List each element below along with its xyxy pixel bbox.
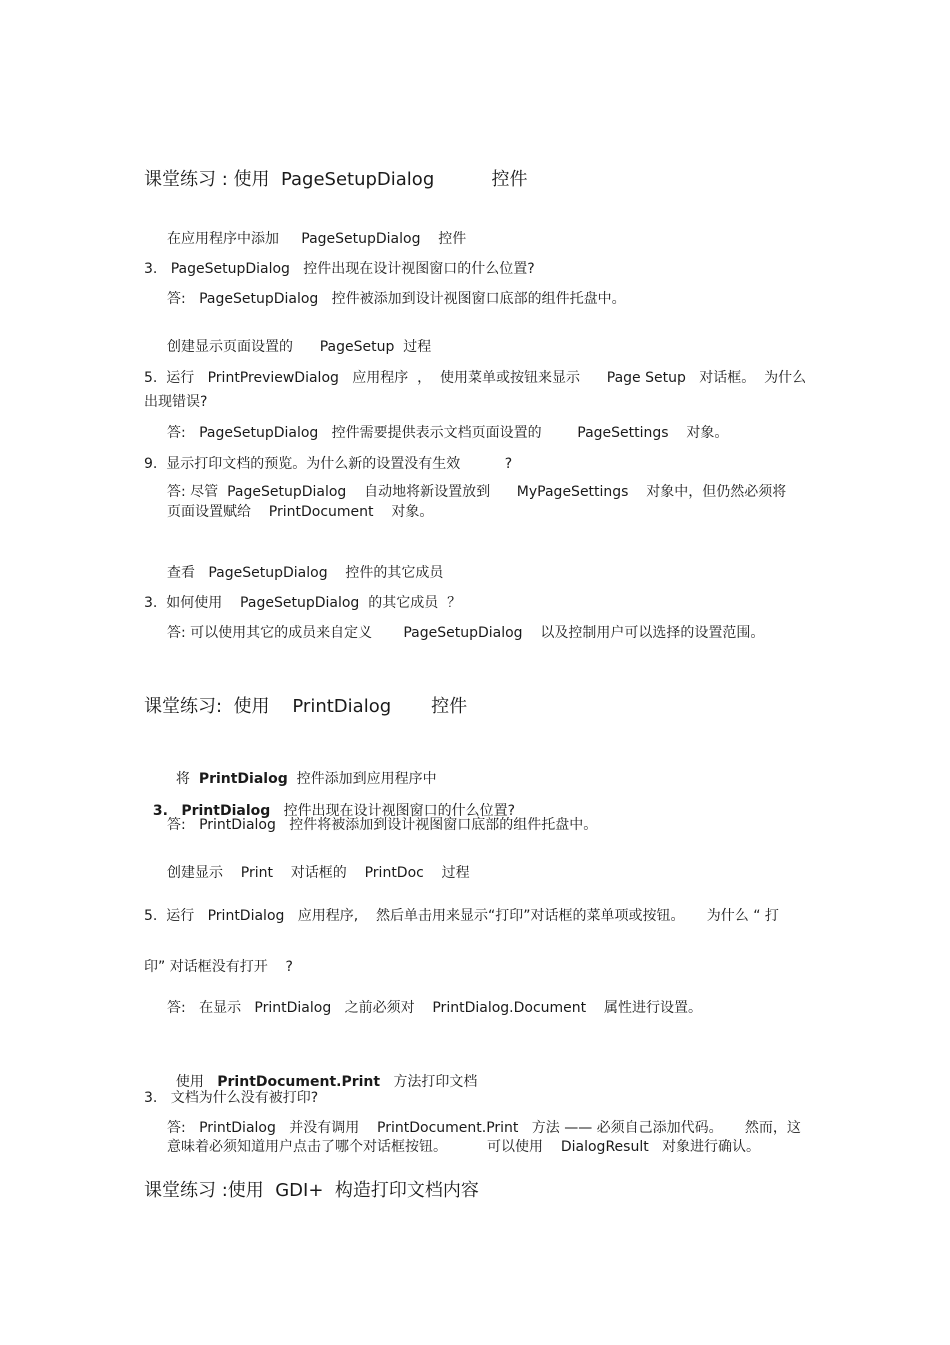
question-9-preview: 9. 显示打印文档的预览。为什么新的设置没有生效 ? bbox=[144, 456, 513, 472]
subheading-add-printdialog bbox=[167, 758, 437, 786]
answer-dialogresult-line2: 意味着必须知道用户点击了哪个对话框按钮。 可以使用 DialogResult 对象进行确认。 bbox=[167, 1139, 761, 1155]
answer-customize: 答: 可以使用其它的成员来自定义 PageSetupDialog 以及控制用户可以选择的设置范围。 bbox=[167, 625, 765, 641]
subheading-create-pagesetup: 创建显示页面设置的 PageSetup 过程 bbox=[167, 339, 432, 355]
answer-component-tray: 答: PageSetupDialog 控件被添加到设计视图窗口底部的组件托盘中。 bbox=[167, 291, 626, 307]
subheading-create-printdoc: 创建显示 Print 对话框的 PrintDoc 过程 bbox=[167, 865, 470, 881]
section-title-printdialog: 课堂练习: 使用 PrintDialog 控件 bbox=[144, 696, 468, 717]
answer-dialogresult-line1: 答: PrintDialog 并没有调用 PrintDocument.Print 方法 —— 必须自己添加代码。 然而，这 bbox=[167, 1120, 801, 1136]
method-rest: 方法打印文档 bbox=[393, 1074, 478, 1090]
question-3-not-printed: 3. 文档为什么没有被打印? bbox=[144, 1090, 319, 1106]
print-method-term: PrintDocument.Print bbox=[217, 1074, 381, 1090]
question-3-printdialog-location bbox=[144, 790, 515, 818]
subheading-add-pagesetupdialog: 在应用程序中添加 PageSetupDialog 控件 bbox=[167, 231, 467, 247]
question-number: 3. bbox=[152, 803, 168, 819]
answer-document-property: 答: 在显示 PrintDialog 之前必须对 PrintDialog.Document 属性进行设置。 bbox=[167, 1000, 702, 1016]
question-5-print-line2: 印” 对话框没有打开 ? bbox=[144, 959, 293, 975]
answer-printdialog-tray: 答: PrintDialog 控件将被添加到设计视图窗口底部的组件托盘中。 bbox=[167, 817, 598, 833]
subheading-other-members: 查看 PageSetupDialog 控件的其它成员 bbox=[167, 565, 444, 581]
use-word: 使用 bbox=[175, 1074, 204, 1090]
printdialog-term: PrintDialog bbox=[198, 771, 288, 787]
question-rest: 控件出现在设计视图窗口的什么位置? bbox=[283, 803, 516, 819]
answer-pagesettings: 答: PageSetupDialog 控件需要提供表示文档页面设置的 PageSettings 对象。 bbox=[167, 425, 729, 441]
answer-mypagesettings-line1: 答: 尽管 PageSetupDialog 自动地将新设置放到 MyPageSettings 对象中，但仍然必须将 bbox=[167, 484, 787, 500]
add-word: 将 bbox=[175, 771, 190, 787]
question-5-error-line2: 出现错误? bbox=[144, 394, 208, 410]
subheading-print-method bbox=[167, 1061, 477, 1089]
section-title-gdi: 课堂练习 :使用 GDI+ 构造打印文档内容 bbox=[144, 1180, 479, 1201]
question-3-location: 3. PageSetupDialog 控件出现在设计视图窗口的什么位置? bbox=[144, 261, 535, 277]
add-rest: 控件添加到应用程序中 bbox=[296, 771, 437, 787]
section-title-pagesetupdialog: 课堂练习 : 使用 PageSetupDialog 控件 bbox=[144, 169, 528, 190]
question-5-print-line1: 5. 运行 PrintDialog 应用程序, 然后单击用来显示“打印”对话框的菜单项或按钮。 为什么 “ 打 bbox=[144, 908, 779, 924]
question-5-error-line1: 5. 运行 PrintPreviewDialog 应用程序 ， 使用菜单或按钮来显示 Page Setup 对话框。 为什么 bbox=[144, 370, 807, 386]
question-3-other-members: 3. 如何使用 PageSetupDialog 的其它成员 ？ bbox=[144, 595, 462, 611]
printdialog-term-2: PrintDialog bbox=[181, 803, 271, 819]
answer-mypagesettings-line2: 页面设置赋给 PrintDocument 对象。 bbox=[167, 504, 434, 520]
